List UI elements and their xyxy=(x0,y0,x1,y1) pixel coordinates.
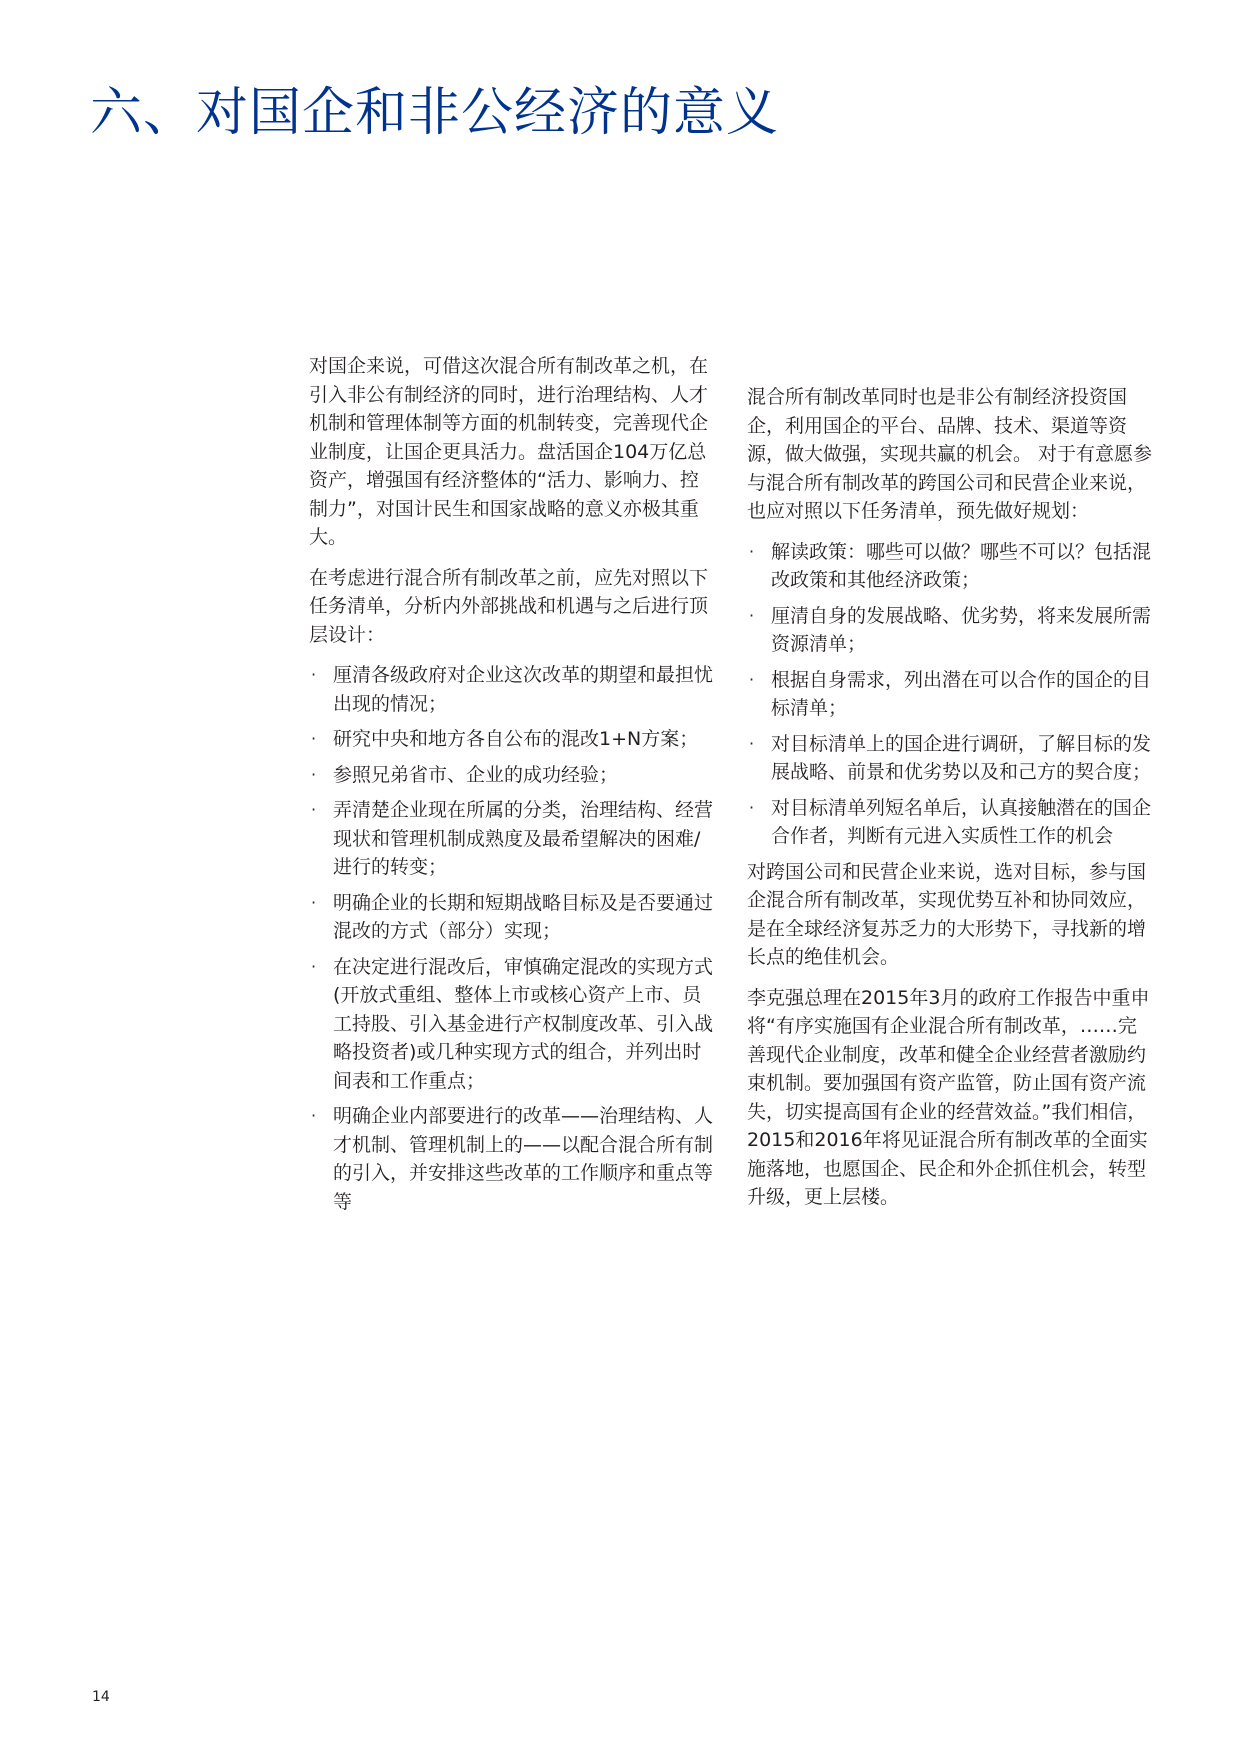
right-bullet-text: 根据自身需求，列出潜在可以合作的国企的目标清单； xyxy=(771,668,1152,719)
left-bullet-item xyxy=(309,725,717,754)
right-bullet-text: 厘清自身的发展战略、优劣势，将来发展所需资源清单； xyxy=(771,604,1152,655)
bullet-dot-icon: · xyxy=(749,797,755,817)
bullet-dot-icon: · xyxy=(749,669,755,689)
right-paragraph-1: 对跨国公司和民营企业来说，选对目标，参与国企混合所有制改革，实现优势互补和协同效应，是在全球经济复苏乏力的大形势下，寻找新的增长点的绝佳机会。 xyxy=(747,860,1147,968)
right-bullet-text: 对目标清单上的国企进行调研，了解目标的发展战略、前景和优劣势以及和己方的契合度； xyxy=(771,732,1152,783)
page-title: 六、对国企和非公经济的意义 xyxy=(90,83,780,143)
left-column xyxy=(309,352,717,1223)
left-bullet-text: 参照兄弟省市、企业的成功经验； xyxy=(333,763,619,786)
right-bullet-item xyxy=(747,538,1153,595)
left-bullet-item xyxy=(309,1102,717,1216)
bullet-dot-icon: · xyxy=(311,729,317,748)
right-bullet-item xyxy=(747,602,1153,659)
left-bullet-text: 厘清各级政府对企业这次改革的期望和最担忧出现的情况； xyxy=(333,664,714,715)
left-bullet-item xyxy=(309,889,717,946)
right-column xyxy=(747,383,1153,1224)
left-bullet-list xyxy=(309,661,717,1216)
bullet-dot-icon: · xyxy=(311,956,317,976)
left-bullet-text: 弄清楚企业现在所属的分类，治理结构、经营现状和管理机制成熟度及最希望解决的困难/进行的转变； xyxy=(333,799,714,878)
left-paragraph-1: 对国企来说，可借这次混合所有制改革之机，在引入非公有制经济的同时，进行治理结构、人才机制和管理体制等方面的机制转变，完善现代企业制度，让国企更具活力。盘活国企104万亿总资产，增强国有经济整体的“活力、影响力、控制力”，对国计民生和国家战略的意义亦极其重大。 xyxy=(309,355,709,548)
bullet-dot-icon: · xyxy=(311,1106,317,1125)
left-bullet-text: 在决定进行混改后，审慎确定混改的实现方式 (开放式重组、整体上市或核心资产上市、员工持股、引入基金进行产权制度改革、引入战略投资者)或几种实现方式的组合，并列出时间表和工作重点； xyxy=(333,955,714,1092)
right-bullet-item xyxy=(747,730,1153,787)
right-bullet-item xyxy=(747,794,1153,851)
left-bullet-item xyxy=(309,953,717,1096)
bullet-dot-icon: · xyxy=(311,892,317,912)
right-bullet-text: 对目标清单列短名单后，认真接触潜在的国企合作者，判断有元进入实质性工作的机会 xyxy=(771,796,1152,847)
left-paragraph-2: 在考虑进行混合所有制改革之前，应先对照以下任务清单，分析内外部挑战和机遇与之后进行顶层设计： xyxy=(309,566,709,646)
left-bullet-item xyxy=(309,796,717,882)
left-bullet-text: 明确企业的长期和短期战略目标及是否要通过混改的方式（部分）实现； xyxy=(333,891,714,942)
right-intro-paragraph: 混合所有制改革同时也是非公有制经济投资国企，利用国企的平台、品牌、技术、渠道等资源，做大做强，实现共赢的机会。 对于有意愿参与混合所有制改革的跨国公司和民营企业来说，也应对照以下任务清单，预先做好规划： xyxy=(747,386,1153,522)
left-bullet-text: 明确企业内部要进行的改革——治理结构、人才机制、管理机制上的——以配合混合所有制的引入，并安排这些改革的工作顺序和重点等等 xyxy=(333,1105,714,1213)
left-bullet-item xyxy=(309,661,717,718)
right-bullet-item xyxy=(747,666,1153,723)
bullet-dot-icon: · xyxy=(311,764,317,784)
left-bullet-text: 研究中央和地方各自公布的混改1+N方案； xyxy=(333,728,699,750)
page-number: 14 xyxy=(92,1689,110,1705)
bullet-dot-icon: · xyxy=(749,733,755,753)
bullet-dot-icon: · xyxy=(311,800,317,819)
bullet-dot-icon: · xyxy=(749,605,755,625)
bullet-dot-icon: · xyxy=(311,665,317,684)
right-paragraph-2: 李克强总理在2015年3月的政府工作报告中重申将“有序实施国有企业混合所有制改革，……完善现代企业制度，改革和健全企业经营者激励约束机制。要加强国有资产监管，防止国有资产流失，切实提高国有企业的经营效益。”我们相信，2015和2016年将见证混合所有制改革的全面实施落地，也愿国企、民企和外企抓住机会，转型升级，更上层楼。 xyxy=(747,986,1150,1208)
bullet-dot-icon: · xyxy=(749,541,755,561)
right-bullet-text: 解读政策：哪些可以做？哪些不可以？包括混改政策和其他经济政策； xyxy=(771,540,1152,591)
right-bullet-list xyxy=(747,538,1153,851)
left-bullet-item xyxy=(309,761,717,790)
